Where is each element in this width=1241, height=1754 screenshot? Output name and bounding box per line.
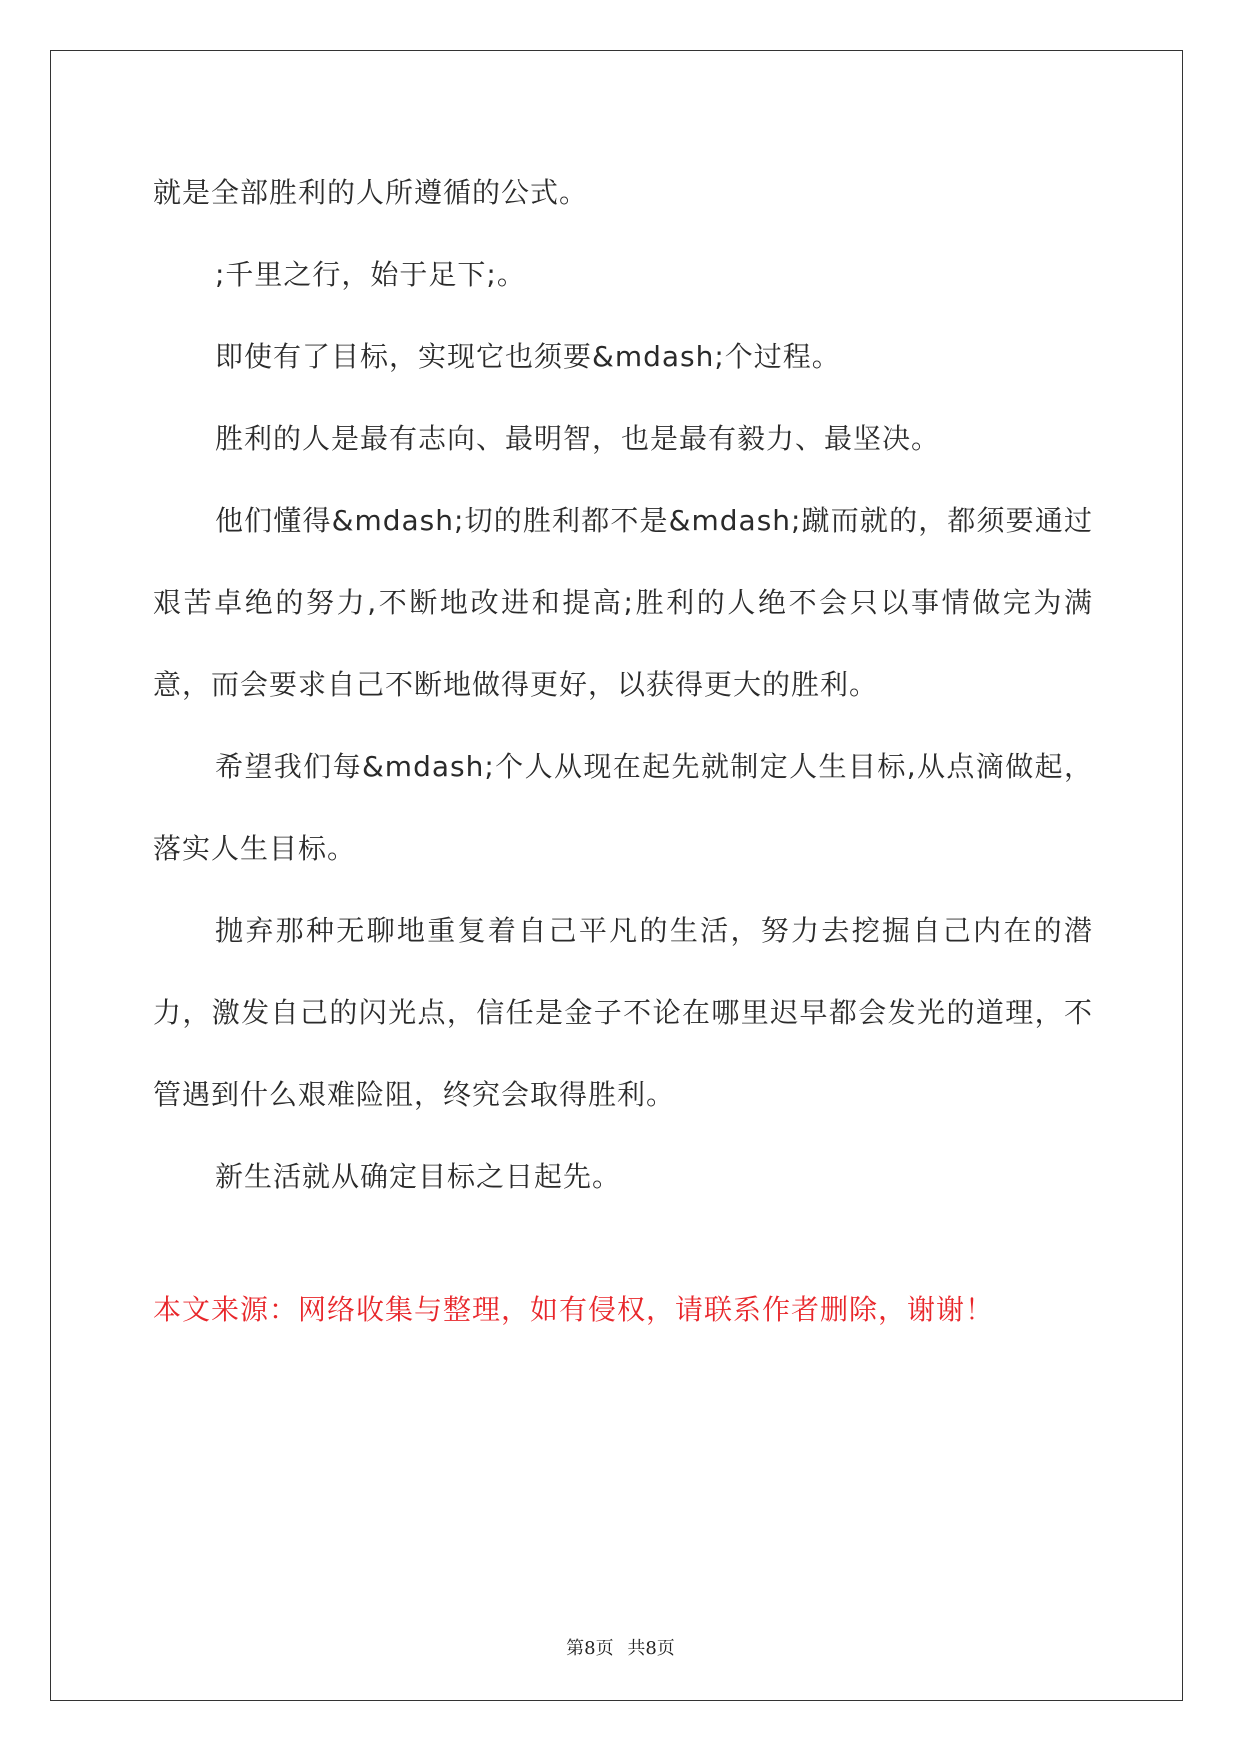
paragraph: 即使有了目标，实现它也须要&mdash;个过程。 <box>215 340 841 373</box>
paragraph: 希望我们每&mdash;个人从现在起先就制定人生目标,从点滴做起，落实人生目标。 <box>153 750 1093 865</box>
page-number: 第8页 <box>566 1638 614 1659</box>
paragraph-continuation: 就是全部胜利的人所遵循的公式。 <box>153 176 589 209</box>
page-total: 共8页 <box>627 1638 675 1659</box>
page-footer <box>0 1634 1241 1660</box>
paragraph: ;千里之行，始于足下;。 <box>215 258 526 291</box>
paragraph: 新生活就从确定目标之日起先。 <box>215 1160 622 1193</box>
paragraph: 胜利的人是最有志向、最明智，也是最有毅力、最坚决。 <box>215 422 941 455</box>
paragraph: 他们懂得&mdash;切的胜利都不是&mdash;蹴而就的，都须要通过艰苦卓绝的努力,不断地改进和提高;胜利的人绝不会只以事情做完为满意，而会要求自己不断地做得更好，以获得更大的胜利。 <box>153 504 1093 701</box>
source-notice: 本文来源：网络收集与整理，如有侵权，请联系作者删除，谢谢！ <box>153 1293 995 1326</box>
paragraph: 抛弃那种无聊地重复着自己平凡的生活，努力去挖掘自己内在的潜力，激发自己的闪光点，信任是金子不论在哪里迟早都会发光的道理，不管遇到什么艰难险阻，终究会取得胜利。 <box>153 914 1093 1111</box>
